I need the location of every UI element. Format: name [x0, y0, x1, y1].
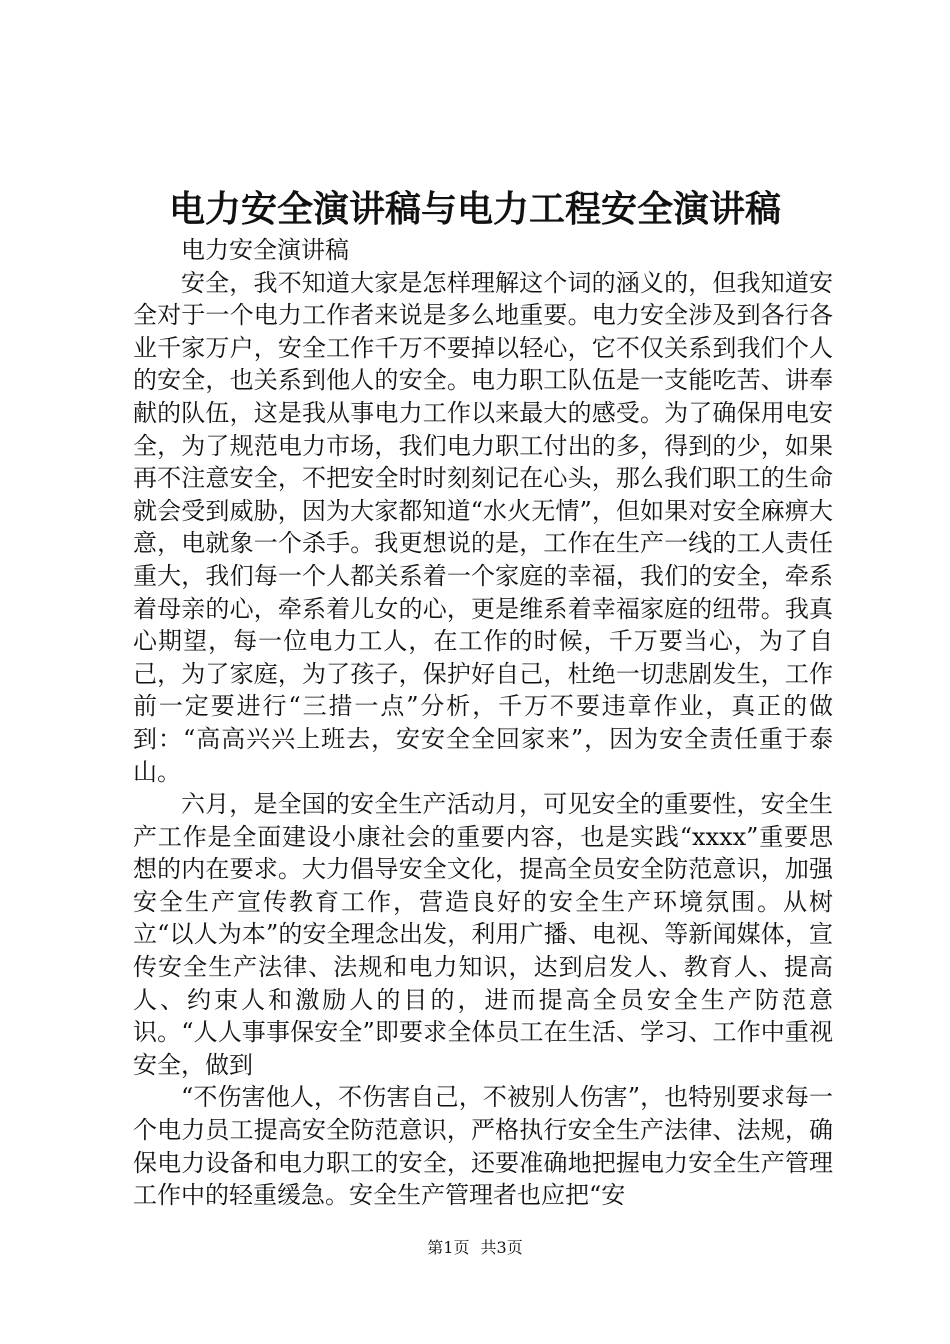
subtitle-paragraph: 电力安全演讲稿: [181, 236, 349, 264]
body-paragraph: “不伤害他人，不伤害自己，不被别人伤害”，也特别要求每一个电力员工提高安全防范意识，严格执行安全生产法律、法规，确保电力设备和电力职工的安全，还要准确地把握电力安全生产管理工作中的轻重缓急。安全生产管理者也应把“安: [133, 1083, 833, 1210]
document-title: 电力安全演讲稿与电力工程安全演讲稿: [168, 189, 781, 230]
page-footer: [0, 1236, 950, 1260]
page-number: 第1页: [427, 1238, 470, 1257]
body-paragraph: 六月，是全国的安全生产活动月，可见安全的重要性，安全生产工作是全面建设小康社会的重要内容，也是实践“xxxx”重要思想的内在要求。大力倡导安全文化，提高全员安全防范意识，加强安全生产宣传教育工作，营造良好的安全生产环境氛围。从树立“以人为本”的安全理念出发，利用广播、电视、等新闻媒体，宣传安全生产法律、法规和电力知识，达到启发人、教育人、提高人、约束人和激励人的目的，进而提高全员安全生产防范意识。“人人事事保安全”即要求全体员工在生活、学习、工作中重视安全，做到: [133, 790, 833, 1079]
body-paragraph: 安全，我不知道大家是怎样理解这个词的涵义的，但我知道安全对于一个电力工作者来说是多么地重要。电力安全涉及到各行各业千家万户，安全工作千万不要掉以轻心，它不仅关系到我们个人的安全，也关系到他人的安全。电力职工队伍是一支能吃苦、讲奉献的队伍，这是我从事电力工作以来最大的感受。为了确保用电安全，为了规范电力市场，我们电力职工付出的多，得到的少，如果再不注意安全，不把安全时时刻刻记在心头，那么我们职工的生命就会受到威胁，因为大家都知道“水火无情”，但如果对安全麻痹大意，电就象一个杀手。我更想说的是，工作在生产一线的工人责任重大，我们每一个人都关系着一个家庭的幸福，我们的安全，牵系着母亲的心，牵系着儿女的心，更是维系着幸福家庭的纽带。我真心期望，每一位电力工人，在工作的时候，千万要当心，为了自己，为了家庭，为了孩子，保护好自己，杜绝一切悲剧发生，工作前一定要进行“三措一点”分析，千万不要违章作业，真正的做到：“高高兴兴上班去，安安全全回家来”，因为安全责任重于泰山。: [133, 268, 833, 786]
document-body: [133, 234, 833, 1212]
page-total: 共3页: [480, 1238, 523, 1257]
